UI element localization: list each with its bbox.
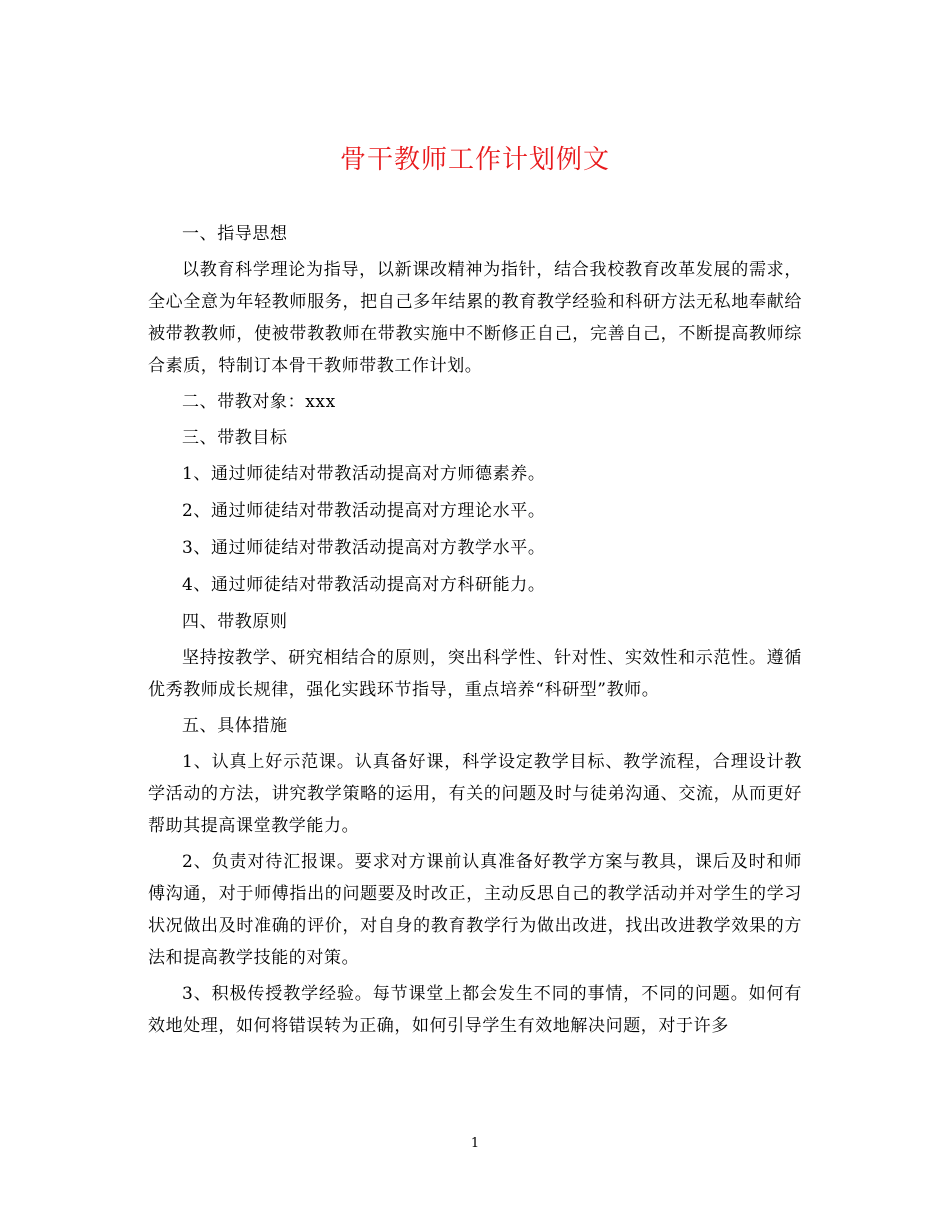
document-title: 骨干教师工作计划例文 <box>339 145 610 175</box>
paragraph-guiding-idea: 以教育科学理论为指导，以新课改精神为指针，结合我校教育改革发展的需求，全心全意为年轻教师服务，把自己多年结累的教育教学经验和科研方法无私地奉献给被带教教师，使被带教教师在带教实施中不断修正自己，完善自己，不断提高教师综合素质，特制订本骨干教师带教工作计划。 <box>148 260 802 376</box>
document-body <box>148 218 802 1046</box>
measure-item-1: 1、认真上好示范课。认真备好课，科学设定教学目标、教学流程，合理设计教学活动的方法，讲究教学策略的运用，有关的问题及时与徒弟沟通、交流，从而更好帮助其提高课堂教学能力。 <box>148 752 802 836</box>
section-heading-guiding-idea: 一、指导思想 <box>182 224 288 244</box>
goal-item-3: 3、通过师徒结对带教活动提高对方教学水平。 <box>182 538 546 558</box>
goal-item-1: 1、通过师徒结对带教活动提高对方师德素养。 <box>182 464 546 484</box>
section-heading-principles: 四、带教原则 <box>182 612 288 632</box>
page-number: 1 <box>470 1136 480 1151</box>
section-heading-measures: 五、具体措施 <box>182 716 288 736</box>
goal-item-2: 2、通过师徒结对带教活动提高对方理论水平。 <box>182 501 546 521</box>
section-heading-goals: 三、带教目标 <box>182 428 288 448</box>
goal-item-4: 4、通过师徒结对带教活动提高对方科研能力。 <box>182 575 546 595</box>
section-heading-mentee: 二、带教对象：xxx <box>182 392 336 412</box>
paragraph-principles: 坚持按教学、研究相结合的原则，突出科学性、针对性、实效性和示范性。遵循优秀教师成长规律，强化实践环节指导，重点培养“科研型”教师。 <box>148 648 802 700</box>
measure-item-3: 3、积极传授教学经验。每节课堂上都会发生不同的事情，不同的问题。如何有效地处理，如何将错误转为正确，如何引导学生有效地解决问题，对于许多 <box>148 984 802 1036</box>
measure-item-2: 2、负责对待汇报课。要求对方课前认真准备好教学方案与教具，课后及时和师傅沟通，对于师傅指出的问题要及时改正，主动反思自己的教学活动并对学生的学习状况做出及时准确的评价，对自身的教育教学行为做出改进，找出改进教学效果的方法和提高教学技能的对策。 <box>148 852 802 968</box>
